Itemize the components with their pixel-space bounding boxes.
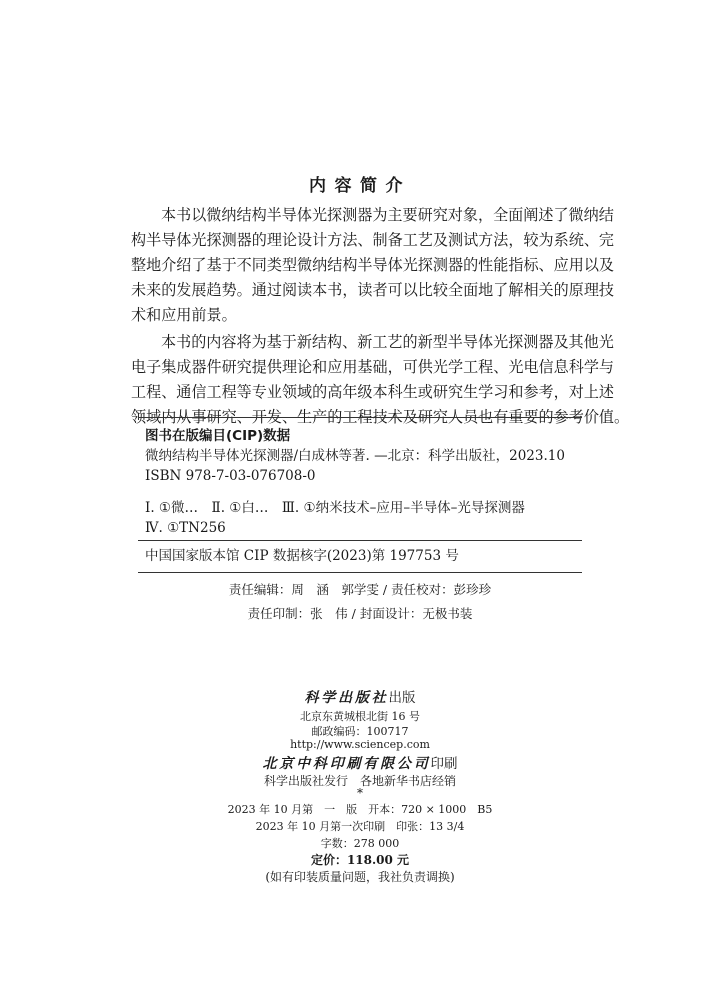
text-line: 术和应用前景。 bbox=[131, 306, 237, 324]
summary-title: 内容简介 bbox=[309, 176, 411, 196]
text-line: 整地介绍了基于不同类型微纳结构半导体光探测器的性能指标、应用以及 bbox=[131, 256, 615, 274]
cip-bib-line: 微纳结构半导体光探测器/白成林等著. —北京：科学出版社，2023.10 bbox=[145, 448, 565, 464]
cip-divider-middle bbox=[138, 540, 582, 541]
summary-paragraph-1 bbox=[131, 203, 615, 328]
printer-line bbox=[0, 752, 720, 773]
summary-paragraph-2 bbox=[131, 330, 630, 430]
publisher-address: 北京东黄城根北街 16 号 bbox=[300, 710, 420, 723]
quality-notice: (如有印装质量问题，我社负责调换) bbox=[265, 870, 455, 884]
publisher-postcode: 邮政编码：100717 bbox=[311, 725, 409, 738]
publisher-url: http://www.sciencep.com bbox=[290, 738, 430, 751]
cip-class-line: Ⅰ. ①微… Ⅱ. ①白… Ⅲ. ①纳米技术–应用–半导体–光导探测器 bbox=[145, 500, 525, 516]
publisher-suffix: 出版 bbox=[388, 690, 416, 706]
printer-suffix: 印刷 bbox=[430, 756, 458, 772]
text-line: 电子集成器件研究提供理论和应用基础，可供光学工程、光电信息科学与 bbox=[131, 358, 615, 376]
print-credits: 责任印制：张 伟 / 封面设计：无极书装 bbox=[247, 606, 473, 621]
text-line: 本书的内容将为基于新结构、新工艺的新型半导体光探测器及其他光 bbox=[161, 333, 614, 351]
publisher-line bbox=[0, 686, 720, 707]
text-line: 未来的发展趋势。通过阅读本书，读者可以比较全面地了解相关的原理技 bbox=[131, 281, 615, 299]
wordcount-line: 字数：278 000 bbox=[320, 837, 400, 850]
text-line: 工程、通信工程等专业领域的高年级本科生或研究生学习和参考，对上述 bbox=[131, 383, 615, 401]
edition-line: 2023 年 10 月第 一 版 开本：720 × 1000 B5 bbox=[227, 803, 493, 816]
distribution-line: 科学出版社发行 各地新华书店经销 bbox=[263, 774, 456, 788]
cip-block bbox=[145, 426, 585, 538]
text-line: 领域内从事研究、开发、生产的工程技术及研究人员也有重要的参考价值。 bbox=[131, 408, 630, 426]
summary-body bbox=[131, 203, 630, 432]
cip-divider-bottom bbox=[138, 572, 582, 573]
cip-heading: 图书在版编目(CIP)数据 bbox=[145, 428, 291, 444]
printer-name-logotype: 北京中科印刷有限公司 bbox=[262, 756, 431, 772]
cip-divider-top bbox=[138, 417, 582, 418]
cip-class-line: Ⅳ. ①TN256 bbox=[145, 520, 226, 536]
publisher-name-logotype: 科学出版社 bbox=[304, 690, 389, 706]
separator-star: * bbox=[357, 786, 363, 800]
printing-line: 2023 年 10 月第一次印刷 印张：13 3/4 bbox=[255, 820, 465, 833]
editor-credits: 责任编辑：周 涵 郭学雯 / 责任校对：彭珍珍 bbox=[228, 582, 492, 597]
text-line: 本书以微纳结构半导体光探测器为主要研究对象，全面阐述了微纳结 bbox=[161, 206, 614, 224]
price-line: 定价：118.00 元 bbox=[310, 853, 410, 867]
cip-isbn: ISBN 978-7-03-076708-0 bbox=[145, 468, 316, 484]
text-line: 构半导体光探测器的理论设计方法、制备工艺及测试方法，较为系统、完 bbox=[131, 231, 615, 249]
cip-record-number: 中国国家版本馆 CIP 数据核字(2023)第 197753 号 bbox=[145, 548, 459, 564]
